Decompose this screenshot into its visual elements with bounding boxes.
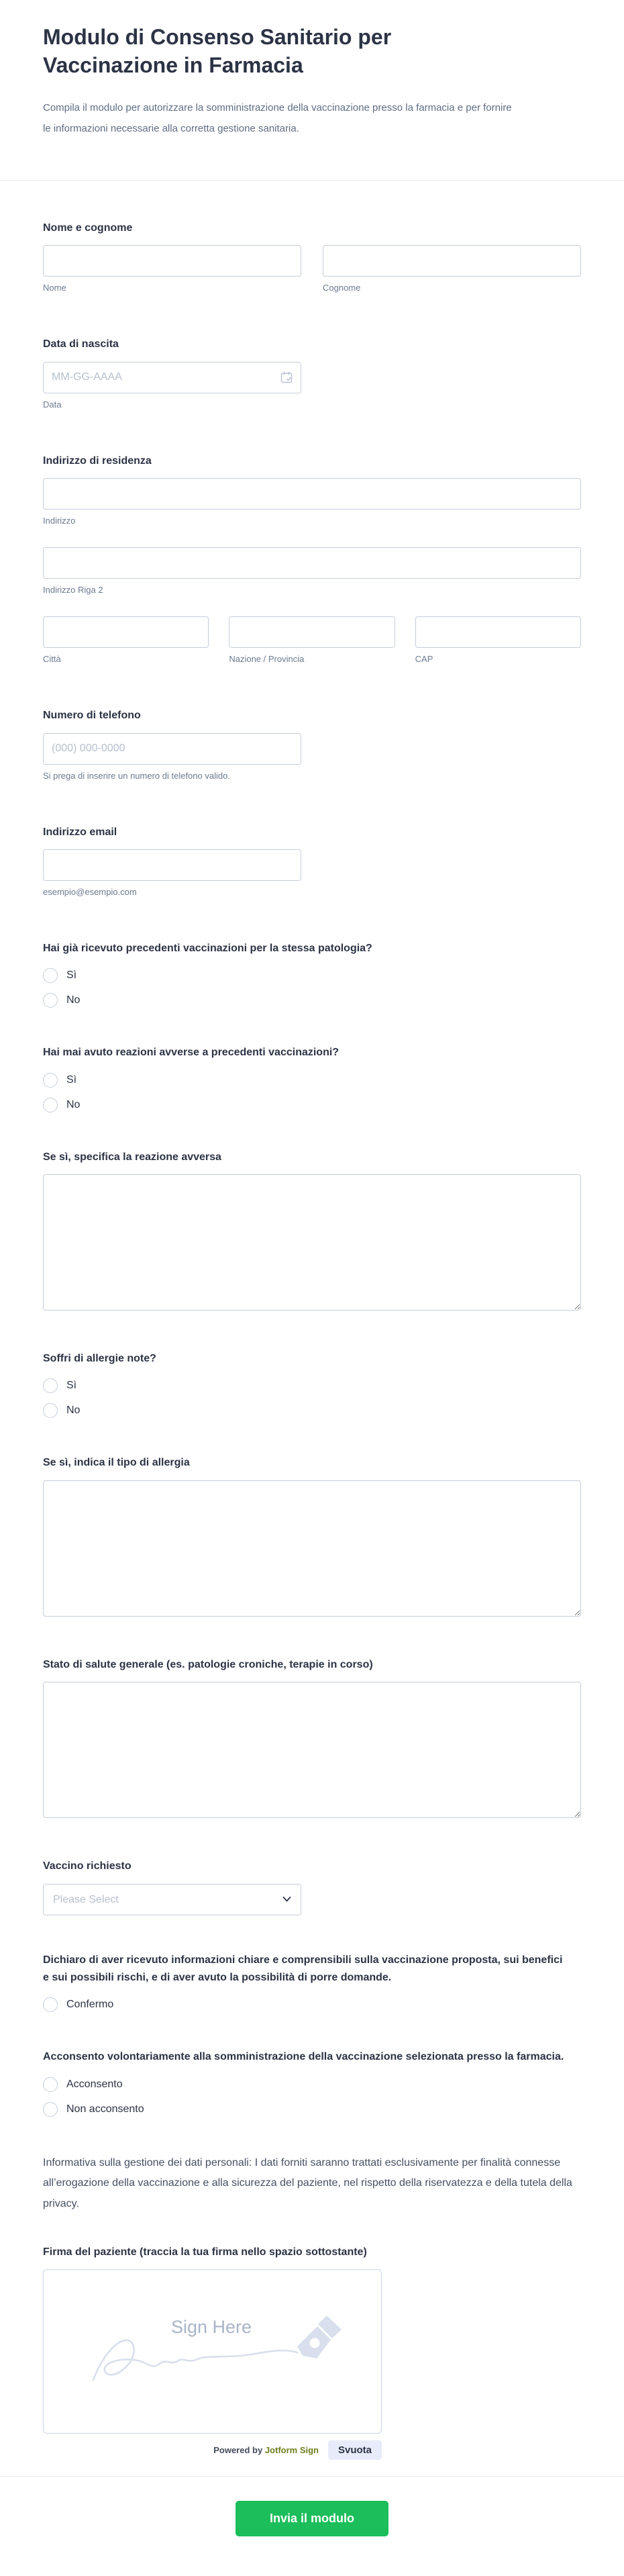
email-field [43, 824, 581, 898]
radio-option-label: Sì [66, 1380, 77, 1392]
consent-option-yes[interactable] [43, 2077, 581, 2092]
adverse-reactions-label: Hai mai avuto reazioni avverse a precedenti vaccinazioni? [43, 1047, 340, 1059]
allergy-type-textarea[interactable] [43, 1480, 581, 1617]
birthdate-label: Data di nascita [43, 338, 119, 350]
address-line1-row [43, 478, 581, 527]
submit-button[interactable]: Invia il modulo [236, 2501, 388, 2536]
radio-icon[interactable] [43, 1073, 58, 1088]
email-label: Indirizzo email [43, 826, 117, 838]
vaccine-label: Vaccino richiesto [43, 1860, 132, 1872]
fullname-field [43, 220, 581, 294]
signature-placeholder-graphic [65, 2298, 360, 2405]
birthdate-field [43, 336, 581, 410]
consent-field [43, 2048, 581, 2116]
first-name-input[interactable] [43, 245, 301, 277]
known-allergies-option-no[interactable] [43, 1403, 581, 1418]
radio-option-label: No [66, 1098, 81, 1110]
signature-footer [43, 2440, 382, 2460]
privacy-note: Informativa sulla gestione dei dati personali: I dati forniti saranno trattati esclusivamente per finalità connesse all’erogazione della vaccinazione e alla sicurezza del paziente, nel rispetto della riservatezza e della tutela della privacy. [43, 2156, 572, 2209]
allergy-type-label: Se sì, indica il tipo di allergia [43, 1457, 190, 1469]
first-name-sublabel: Nome [43, 283, 66, 293]
reaction-details-textarea[interactable] [43, 1174, 581, 1310]
signature-field [43, 2244, 581, 2460]
adverse-reactions-option-no[interactable] [43, 1098, 581, 1112]
radio-option-label: Confermo [66, 1999, 114, 2011]
vaccine-select[interactable] [43, 1884, 301, 1915]
info-confirmation-label: Dichiaro di aver ricevuto informazioni chiare e comprensibili sulla vaccinazione proposta, sui benefici e sui possibili rischi, e di aver avuto la possibilità di porre domande. [43, 1954, 563, 1984]
submit-area [43, 2477, 581, 2569]
address-line1-sublabel: Indirizzo [43, 516, 76, 526]
health-status-textarea[interactable] [43, 1682, 581, 1818]
fullname-columns [43, 245, 581, 294]
calendar-icon[interactable] [280, 371, 293, 383]
adverse-reactions-field [43, 1044, 581, 1112]
last-name-sublabel: Cognome [323, 283, 361, 293]
page-title: Modulo di Consenso Sanitario per Vaccinazione in Farmacia [43, 25, 392, 78]
signature-pad[interactable] [43, 2269, 382, 2434]
radio-option-label: Acconsento [66, 2078, 123, 2090]
phone-sublabel: Si prega di inserire un numero di telefono valido. [43, 770, 230, 781]
signature-squiggle [93, 2340, 297, 2380]
last-name-column [323, 245, 581, 294]
phone-field [43, 707, 581, 781]
clear-signature-button[interactable]: Svuota [328, 2440, 382, 2460]
header-divider [0, 180, 624, 181]
page-subtitle: Compila il modulo per autorizzare la somministrazione della vaccinazione presso la farmacia e per fornire le informazioni necessarie alla corretta gestione sanitaria. [43, 102, 512, 135]
address-city-row [43, 616, 581, 665]
prev-vaccinations-option-yes[interactable] [43, 968, 581, 983]
address-line1-input[interactable] [43, 478, 581, 510]
zip-column [415, 616, 581, 665]
radio-icon[interactable] [43, 993, 58, 1008]
prev-vaccinations-label: Hai già ricevuto precedenti vaccinazioni per la stessa patologia? [43, 942, 372, 954]
health-status-label: Stato di salute generale (es. patologie croniche, terapie in corso) [43, 1658, 373, 1670]
email-sublabel: esempio@esempio.com [43, 886, 137, 897]
powered-by-text [213, 2445, 319, 2455]
address-field [43, 452, 581, 665]
radio-icon[interactable] [43, 968, 58, 983]
phone-label: Numero di telefono [43, 710, 141, 722]
radio-option-label: Sì [66, 1074, 77, 1086]
powered-by-label: Powered by [213, 2445, 263, 2456]
address-line2-sublabel: Indirizzo Riga 2 [43, 585, 103, 595]
zip-input[interactable] [415, 616, 581, 648]
vaccine-select-value: Please Select [53, 1893, 119, 1905]
known-allergies-option-yes[interactable] [43, 1378, 581, 1393]
allergy-type-field [43, 1454, 581, 1619]
city-column [43, 616, 209, 665]
city-sublabel: Città [43, 654, 61, 665]
radio-icon[interactable] [43, 1997, 58, 2012]
birthdate-input-wrap [43, 362, 301, 393]
jotform-sign-brand: Jotform Sign [264, 2445, 319, 2456]
state-sublabel: Nazione / Provincia [229, 654, 305, 665]
prev-vaccinations-option-no[interactable] [43, 993, 581, 1008]
sign-here-text: Sign Here [170, 2316, 252, 2337]
reaction-details-field [43, 1149, 581, 1314]
chevron-down-icon [282, 1897, 291, 1903]
health-status-field [43, 1656, 581, 1821]
fullname-label: Nome e cognome [43, 222, 133, 234]
last-name-input[interactable] [323, 245, 581, 277]
radio-option-label: No [66, 1404, 81, 1417]
radio-option-label: No [66, 994, 81, 1006]
reaction-details-label: Se sì, specifica la reazione avversa [43, 1151, 221, 1163]
info-confirmation-option-confirm[interactable] [43, 1997, 581, 2012]
signature-label: Firma del paziente (traccia la tua firma nello spazio sottostante) [43, 2246, 367, 2258]
state-input[interactable] [229, 616, 395, 648]
radio-icon[interactable] [43, 1378, 58, 1393]
consent-label: Acconsento volontariamente alla somministrazione della vaccinazione selezionata presso la farmacia. [43, 2051, 564, 2063]
adverse-reactions-option-yes[interactable] [43, 1073, 581, 1088]
radio-icon[interactable] [43, 1098, 58, 1112]
zip-sublabel: CAP [415, 654, 433, 665]
address-line2-input[interactable] [43, 547, 581, 579]
email-input-wrap [43, 849, 301, 881]
address-label: Indirizzo di residenza [43, 455, 152, 467]
address-line2-row [43, 547, 581, 596]
phone-input-wrap [43, 733, 301, 765]
radio-icon[interactable] [43, 2077, 58, 2092]
vaccine-field [43, 1858, 581, 1915]
state-column [229, 616, 395, 665]
birthdate-sublabel: Data [43, 399, 62, 410]
known-allergies-label: Soffri di allergie note? [43, 1353, 156, 1365]
radio-option-label: Sì [66, 969, 77, 982]
info-confirmation-field [43, 1952, 581, 2013]
first-name-column [43, 245, 301, 294]
radio-option-label: Non acconsento [66, 2103, 144, 2115]
email-input[interactable] [43, 849, 301, 881]
pen-nib-icon [297, 2316, 342, 2358]
prev-vaccinations-field [43, 940, 581, 1008]
phone-input[interactable] [43, 733, 301, 765]
city-input[interactable] [43, 616, 209, 648]
birthdate-input[interactable] [43, 362, 301, 393]
consent-option-no[interactable] [43, 2102, 581, 2117]
radio-icon[interactable] [43, 2102, 58, 2117]
known-allergies-field [43, 1350, 581, 1418]
radio-icon[interactable] [43, 1403, 58, 1418]
